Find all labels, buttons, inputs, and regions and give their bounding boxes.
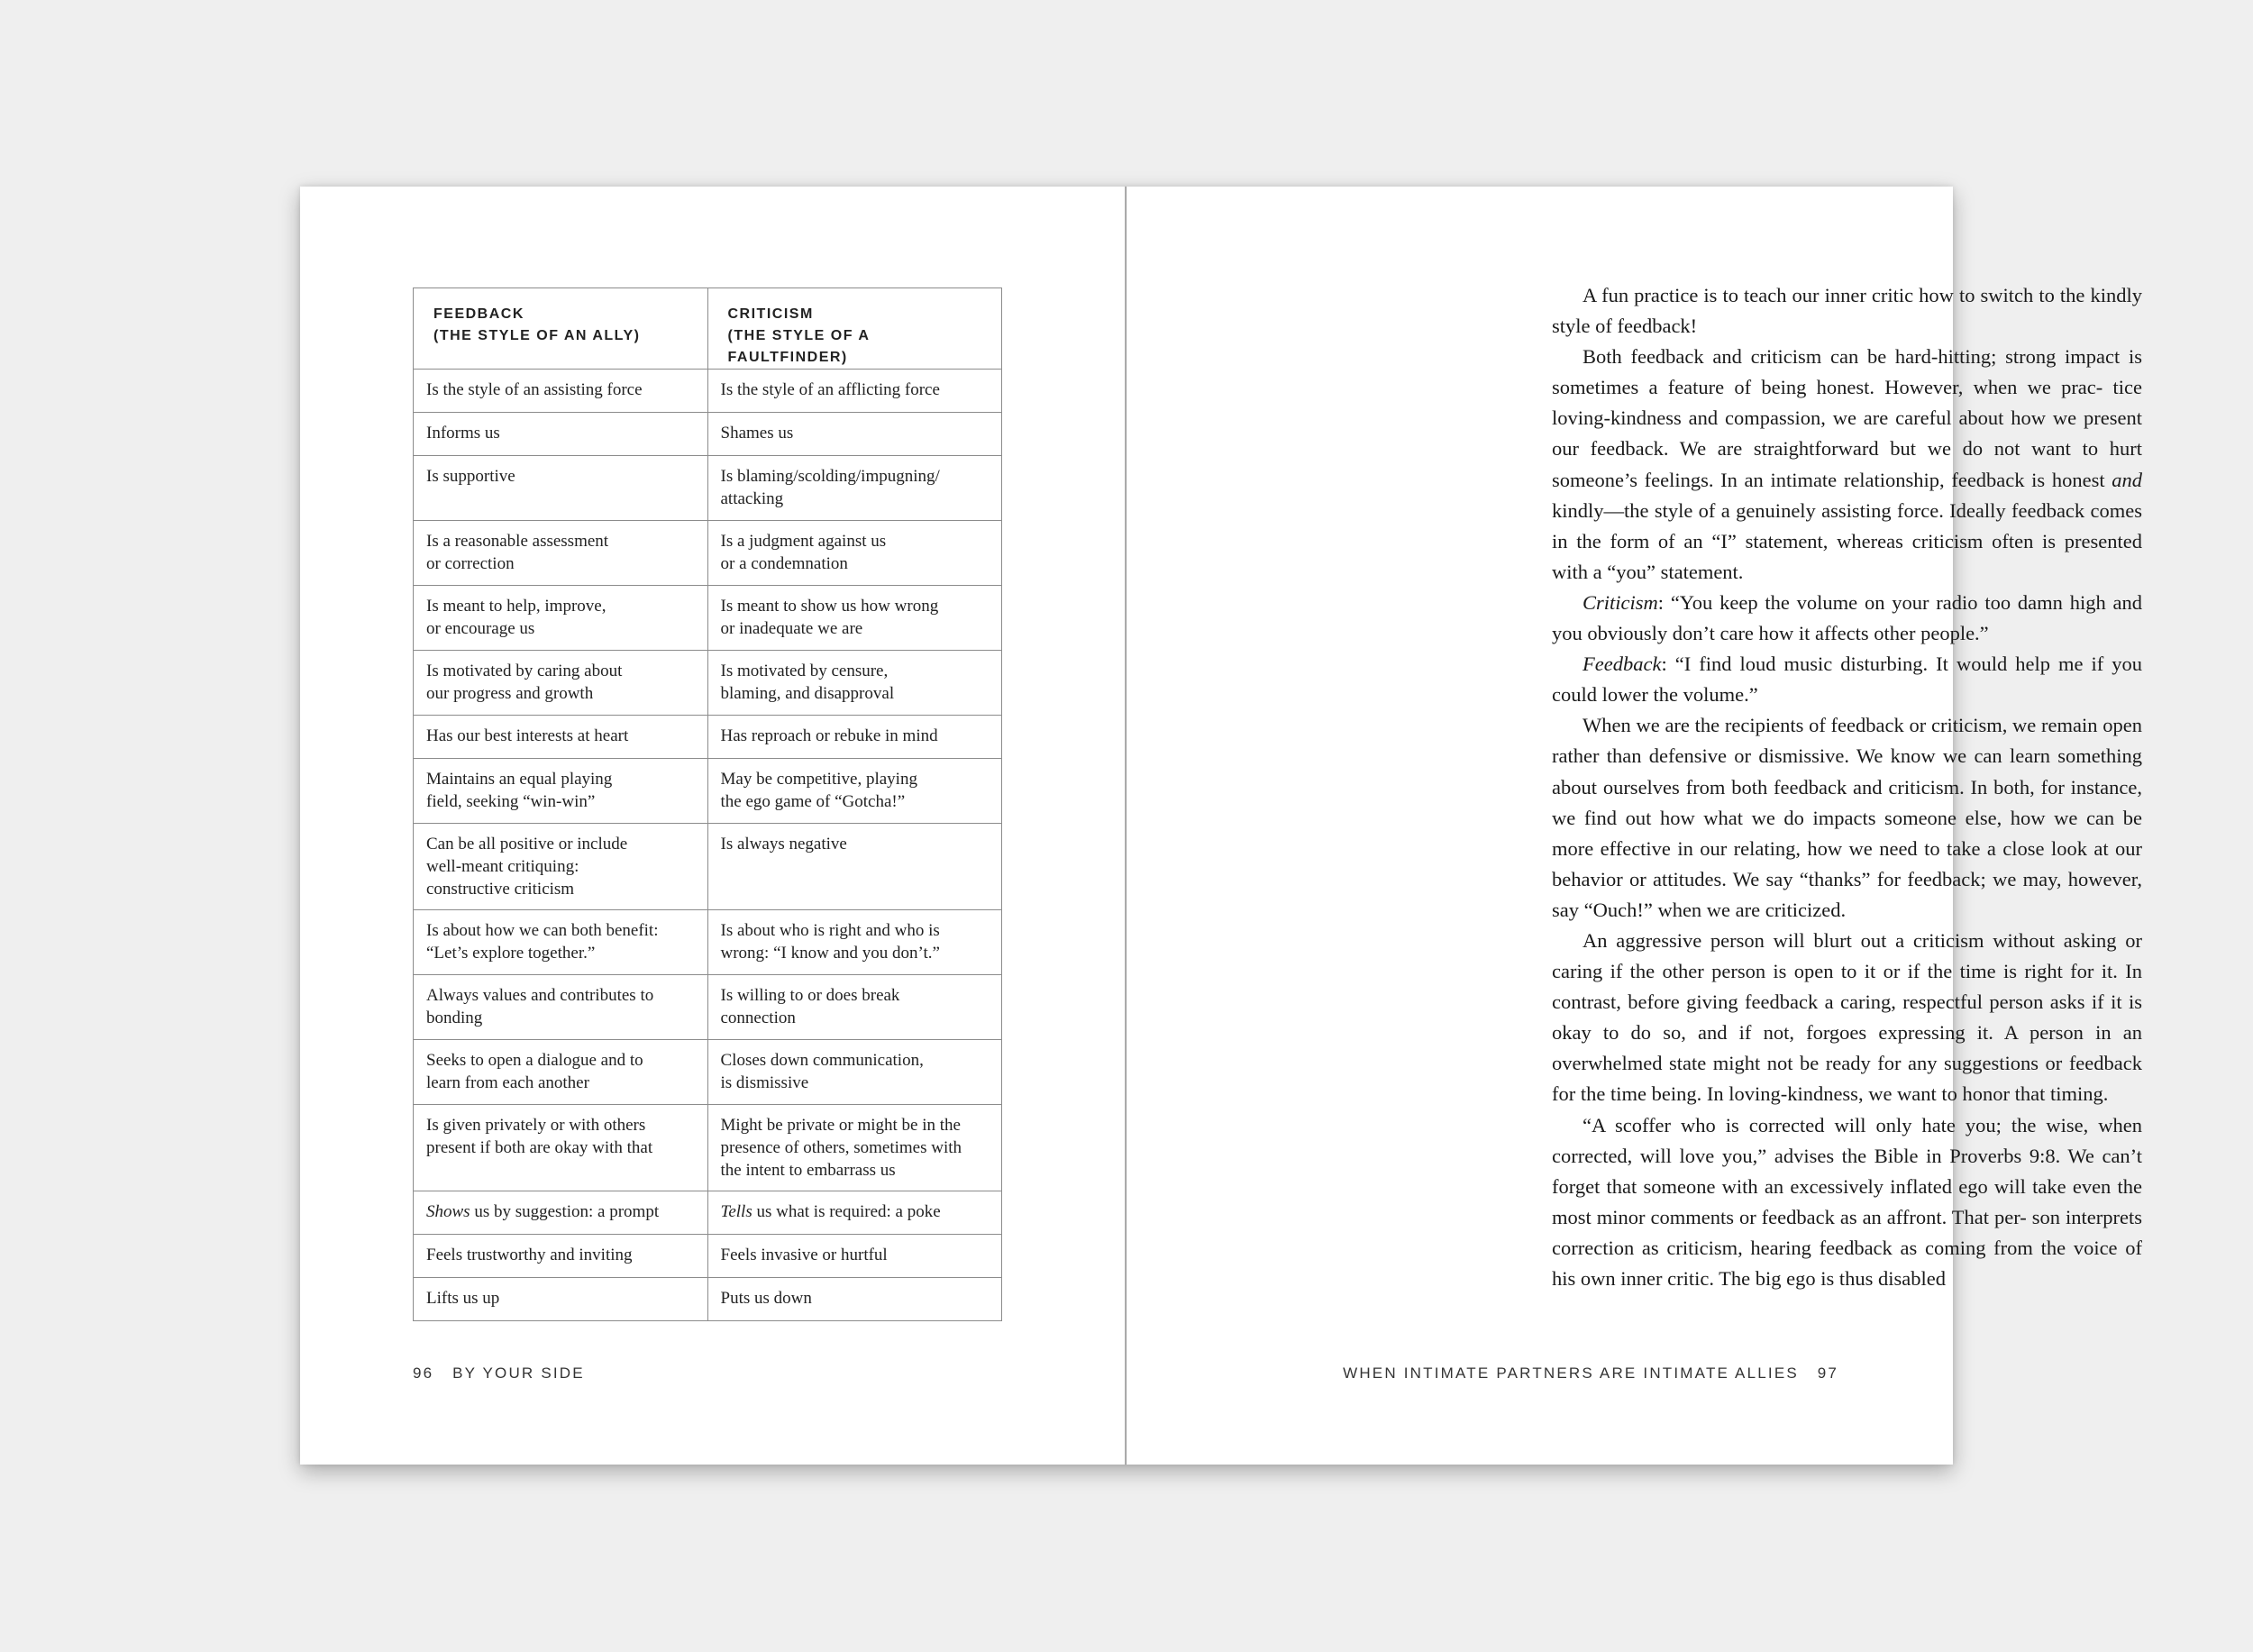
- table-row: [414, 824, 1002, 910]
- criticism-cell: Tells us what is required: a poke: [707, 1191, 1002, 1235]
- feedback-cell: Maintains an equal playing field, seeking “win-win”: [414, 759, 708, 824]
- right-page: [1126, 187, 2143, 1465]
- table-row: [414, 586, 1002, 651]
- criticism-cell: Might be private or might be in the presence of others, sometimes with the intent to embarrass us: [707, 1105, 1002, 1191]
- criticism-cell: Is always negative: [707, 824, 1002, 910]
- table-row: [414, 975, 1002, 1040]
- feedback-cell: Seeks to open a dialogue and to learn from each another: [414, 1040, 708, 1105]
- table-row: [414, 456, 1002, 521]
- table-row: [414, 716, 1002, 759]
- criticism-cell: May be competitive, playing the ego game of “Gotcha!”: [707, 759, 1002, 824]
- criticism-cell: Is willing to or does break connection: [707, 975, 1002, 1040]
- feedback-cell: Is meant to help, improve, or encourage us: [414, 586, 708, 651]
- right-footer: [1343, 1364, 1838, 1383]
- feedback-cell: Is given privately or with others present if both are okay with that: [414, 1105, 708, 1191]
- table-row: [414, 370, 1002, 413]
- paragraph: A fun practice is to teach our inner critic how to switch to the kindly style of feedback!: [1552, 284, 2143, 338]
- body-text: [1552, 280, 2142, 1294]
- page-number: 97: [1817, 1364, 1838, 1382]
- criticism-cell: Feels invasive or hurtful: [707, 1235, 1002, 1278]
- paragraph: Both feedback and criticism can be hard-hitting; strong impact is sometimes a feature of being honest. However, when we prac- tice loving-kindness and compassion, we are careful about how we present our feedback. We are straightforward but we do not want to hurt someone’s feelings. In an intimate relationship, feedback is honest and kindly—the style of a genuinely assisting force. Ideally feedback comes in the form of an “I” statement, whereas criticism often is presented with a “you” statement.: [1552, 345, 2143, 583]
- left-footer: [413, 1364, 585, 1383]
- criticism-cell: Puts us down: [707, 1278, 1002, 1321]
- table-row: [414, 651, 1002, 716]
- book-spread: [300, 187, 2143, 1465]
- feedback-cell: Can be all positive or include well-meant critiquing: constructive criticism: [414, 824, 708, 910]
- table-row: [414, 1105, 1002, 1191]
- table-row: [414, 1235, 1002, 1278]
- feedback-cell: Is about how we can both benefit: “Let’s explore together.”: [414, 910, 708, 975]
- header-criticism: CRITICISM (THE STYLE OF A FAULTFINDER): [707, 288, 1002, 370]
- criticism-cell: Closes down communication, is dismissive: [707, 1040, 1002, 1105]
- table-row: [414, 521, 1002, 586]
- header-feedback: FEEDBACK (THE STYLE OF AN ALLY): [414, 288, 708, 370]
- criticism-cell: Is a judgment against us or a condemnation: [707, 521, 1002, 586]
- criticism-cell: Is motivated by censure, blaming, and disapproval: [707, 651, 1002, 716]
- table-row: [414, 1040, 1002, 1105]
- paragraph: Criticism: “You keep the volume on your radio too damn high and you obviously don’t care how it affects other people.”: [1552, 590, 2143, 645]
- criticism-cell: Is blaming/scolding/impugning/ attacking: [707, 456, 1002, 521]
- feedback-cell: Is a reasonable assessment or correction: [414, 521, 708, 586]
- running-head: BY YOUR SIDE: [452, 1364, 585, 1382]
- table-row: [414, 910, 1002, 975]
- feedback-cell: Shows us by suggestion: a prompt: [414, 1191, 708, 1235]
- left-page: [300, 187, 1126, 1465]
- criticism-cell: Is the style of an afflicting force: [707, 370, 1002, 413]
- criticism-cell: Has reproach or rebuke in mind: [707, 716, 1002, 759]
- paragraph: “A scoffer who is corrected will only hate you; the wise, when corrected, will love you,” advises the Bible in Proverbs 9:8. We can’t forget that someone with an excessively inflated ego will take even the most minor comments or feedback as an affront. That per- son interprets correction as criticism, hearing feedback as coming from the voice of his own inner critic. The big ego is thus disabled: [1552, 1113, 2143, 1290]
- table-row: [414, 413, 1002, 456]
- feedback-cell: Informs us: [414, 413, 708, 456]
- table-row: [414, 1191, 1002, 1235]
- feedback-cell: Is motivated by caring about our progress and growth: [414, 651, 708, 716]
- paragraph: An aggressive person will blurt out a criticism without asking or caring if the other person is open to it or if the time is right for it. In contrast, before giving feedback a caring, respectful person asks if it is okay to do so, and if not, forgoes expressing it. A person in an overwhelmed state might not be ready for any suggestions or feedback for the time being. In loving-kindness, we want to honor that timing.: [1552, 928, 2143, 1106]
- table-row: [414, 1278, 1002, 1321]
- comparison-table: [413, 288, 1002, 1321]
- running-head: WHEN INTIMATE PARTNERS ARE INTIMATE ALLIES: [1343, 1364, 1799, 1382]
- feedback-cell: Has our best interests at heart: [414, 716, 708, 759]
- paragraph: Feedback: “I find loud music disturbing. It would help me if you could lower the volume.”: [1552, 653, 2143, 707]
- feedback-cell: Always values and contributes to bonding: [414, 975, 708, 1040]
- feedback-cell: Lifts us up: [414, 1278, 708, 1321]
- feedback-cell: Feels trustworthy and inviting: [414, 1235, 708, 1278]
- criticism-cell: Shames us: [707, 413, 1002, 456]
- criticism-cell: Is about who is right and who is wrong: “I know and you don’t.”: [707, 910, 1002, 975]
- table-row: [414, 759, 1002, 824]
- feedback-cell: Is supportive: [414, 456, 708, 521]
- page-number: 96: [413, 1364, 434, 1382]
- criticism-cell: Is meant to show us how wrong or inadequate we are: [707, 586, 1002, 651]
- paragraph: When we are the recipients of feedback or criticism, we remain open rather than defensive or dismissive. We know we can learn something about ourselves from both feedback and criticism. In both, for instance, we find out how what we do impacts someone else, how we can be more effective in our relating, how we need to take a close look at our behavior or attitudes. We say “thanks” for feedback; we may, however, say “Ouch!” when we are criticized.: [1552, 714, 2143, 921]
- table-header-row: [414, 288, 1002, 370]
- feedback-cell: Is the style of an assisting force: [414, 370, 708, 413]
